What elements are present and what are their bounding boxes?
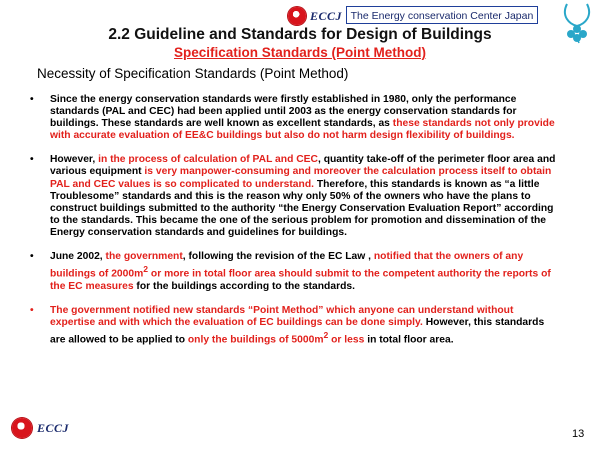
header-logo-text: ECCJ: [310, 8, 343, 23]
bullet-3-highlight-a: the government: [105, 251, 183, 263]
bullet-3-highlight-b: notified that the owners of any buildings of 2000m: [50, 251, 524, 280]
bullet-item-3: [30, 251, 560, 293]
bullet-2-text-c: Therefore, this standards is known as “a little Troublesome” standards and this is the reason why only 50% of the owners who have the plans to construct buildings submitted to the authority “the Energy Conservation Evaluation Report” according to the standards. This became the one of the serious problem for promotion and dissemination of the Energy conservation standards and guidelines for buildings.: [50, 178, 554, 238]
bullet-marker: •: [30, 94, 34, 105]
slide-title: 2.2 Guideline and Standards for Design of Buildings: [108, 26, 492, 43]
bullet-item-2: [30, 154, 560, 239]
bullet-4-highlight-a: The government notified new standards “Point Method” which anyone can understand without expertise and with which the evaluation of EC buildings can be done simply.: [50, 304, 514, 328]
bullet-1-text: Since the energy conservation standards were firstly established in 1980, only the performance standards (PAL and CEC) had been applied until 2003 as the energy conservation standards for buildings. These standards are well known as excellent standards, as: [50, 94, 517, 130]
bullet-2-text-a: However,: [50, 154, 99, 166]
bullet-3-superscript: 2: [143, 264, 149, 275]
bullet-4-highlight-b: only the buildings of 5000m: [187, 334, 324, 346]
bullet-3-text-a: June 2002,: [50, 251, 106, 263]
bullet-2-highlight-b: is very manpower-consuming and moreover the calculation process itself to obtain PAL and CEC values is so complicated to understand.: [50, 166, 552, 190]
bullet-2-text-b: , quantity take-off of the perimeter floor area and various equipment: [50, 154, 556, 178]
bullet-item-1: [30, 94, 560, 142]
slide-subtitle: Specification Standards (Point Method): [173, 45, 426, 60]
page-number: 13: [572, 428, 585, 440]
footer-logo-text: ECCJ: [37, 420, 70, 435]
bullet-list: [30, 94, 560, 358]
header-logo: [288, 7, 342, 25]
bullet-4-text-b: in total floor area.: [364, 334, 454, 346]
footer-logo: [12, 418, 69, 438]
organization-name: The Energy conservation Center Japan: [346, 6, 538, 24]
eccj-emblem-icon: [288, 7, 306, 25]
bullet-4-text-a: However, this standards are allowed to be applied to: [50, 316, 545, 346]
bullet-2-highlight-a: in the process of calculation of PAL and CEC: [98, 154, 318, 166]
bullet-3-text-b: , following the revision of the EC Law ,: [182, 251, 374, 263]
eccj-emblem-icon: [12, 418, 32, 438]
bullet-3-text-c: for the buildings according to the standards.: [133, 280, 355, 292]
bullet-4-highlight-c: or less: [328, 334, 365, 346]
bullet-marker: •: [30, 304, 34, 316]
bullet-item-4: [30, 305, 560, 347]
bullet-marker: •: [30, 154, 34, 166]
bullet-marker: •: [30, 251, 34, 263]
bullet-1-highlight: these standards not only provide with accurate evaluation of EE&C buildings but also do not harm design flexibility of buildings.: [50, 118, 555, 142]
section-heading: Necessity of Specification Standards (Point Method): [37, 66, 349, 81]
bullet-4-superscript: 2: [323, 329, 329, 340]
bullet-3-highlight-c: or more in total floor area should submit to the competent authority the reports of the EC measures: [50, 268, 551, 292]
